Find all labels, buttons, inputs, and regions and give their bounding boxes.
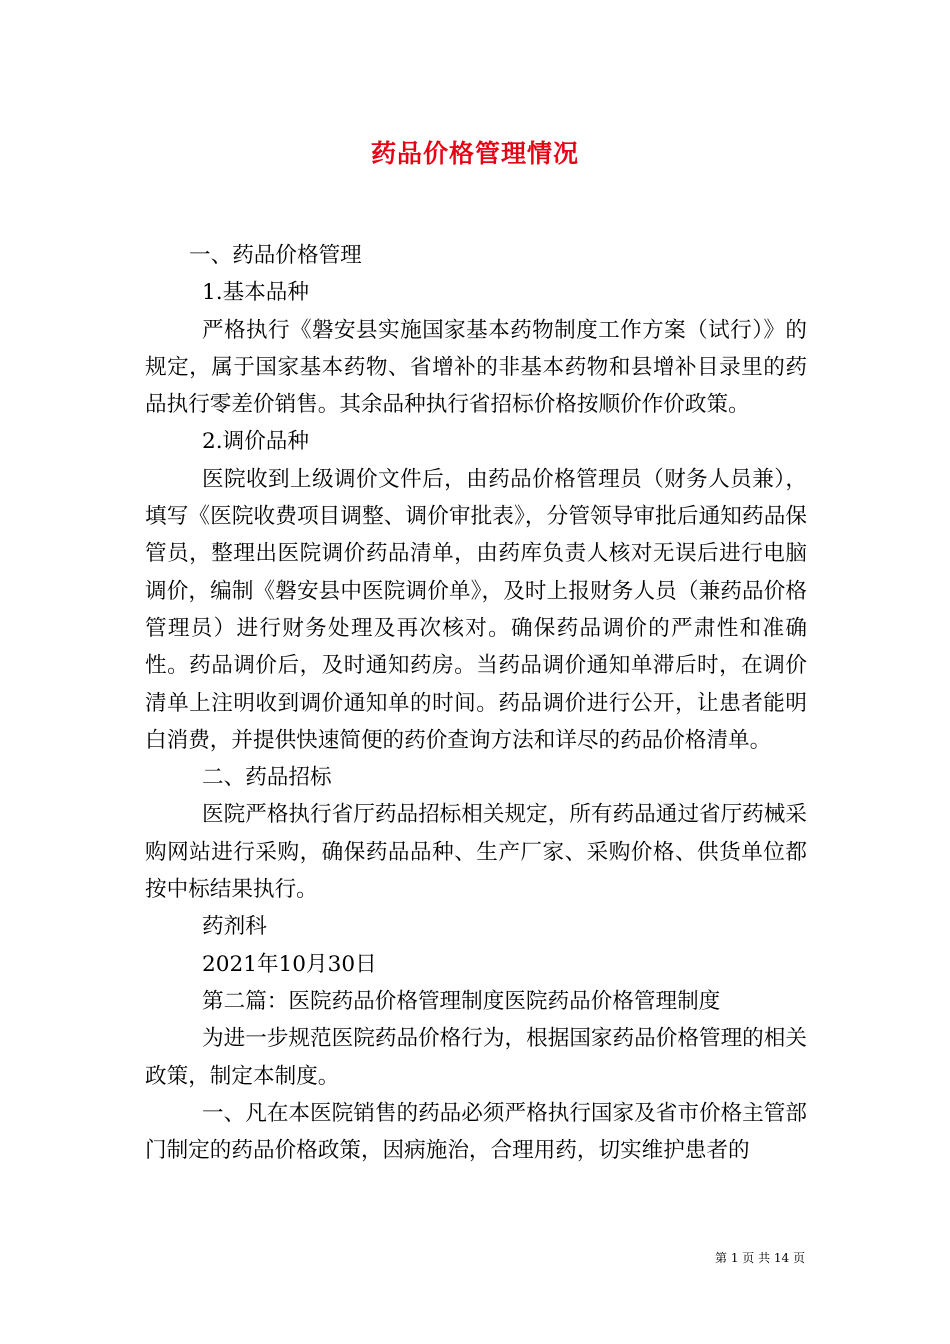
page-number-footer: 第 1 页 共 14 页 bbox=[715, 1251, 805, 1265]
second-article-heading: 第二篇：医院药品价格管理制度医院药品价格管理制度 bbox=[202, 988, 721, 1014]
document-title: 药品价格管理情况 bbox=[370, 139, 579, 168]
paragraph-basic-varieties: 严格执行《磐安县实施国家基本药物制度工作方案（试行）》的规定，属于国家基本药物、省增补的非基本药物和县增补目录里的药品执行零差价销售。其余品种执行省招标价格按顺价作价政策。 bbox=[145, 317, 807, 418]
subheading-basic-varieties: 1.基本品种 bbox=[202, 280, 309, 306]
signature-date: 2021年10月30日 bbox=[202, 951, 377, 977]
document-body bbox=[145, 237, 807, 1169]
section-heading-price-management: 一、药品价格管理 bbox=[189, 243, 362, 268]
paragraph-rule-one: 一、凡在本医院销售的药品必须严格执行国家及省市价格主管部门制定的药品价格政策，因病施治，合理用药，切实维护患者的 bbox=[145, 1100, 807, 1164]
paragraph-price-adjustment: 医院收到上级调价文件后，由药品价格管理员（财务人员兼），填写《医院收费项目调整、调价审批表》，分管领导审批后通知药品保管员，整理出医院调价药品清单，由药库负责人核对无误后进行电脑调价，编制《磐安县中医院调价单》，及时上报财务人员（兼药品价格管理员）进行财务处理及再次核对。确保药品调价的严肃性和准确性。药品调价后，及时通知药房。当药品调价通知单滞后时，在调价清单上注明收到调价通知单的时间。药品调价进行公开，让患者能明白消费，并提供快速简便的药价查询方法和详尽的药品价格清单。 bbox=[145, 466, 807, 753]
paragraph-purpose: 为进一步规范医院药品价格行为，根据国家药品价格管理的相关政策，制定本制度。 bbox=[145, 1026, 807, 1089]
subheading-price-adjusted-varieties: 2.调价品种 bbox=[202, 429, 309, 455]
paragraph-drug-bidding: 医院严格执行省厅药品招标相关规定，所有药品通过省厅药械采购网站进行采购，确保药品品种、生产厂家、采购价格、供货单位都按中标结果执行。 bbox=[145, 802, 807, 903]
section-heading-drug-bidding: 二、药品招标 bbox=[202, 765, 332, 791]
signature-department: 药剂科 bbox=[202, 914, 267, 940]
